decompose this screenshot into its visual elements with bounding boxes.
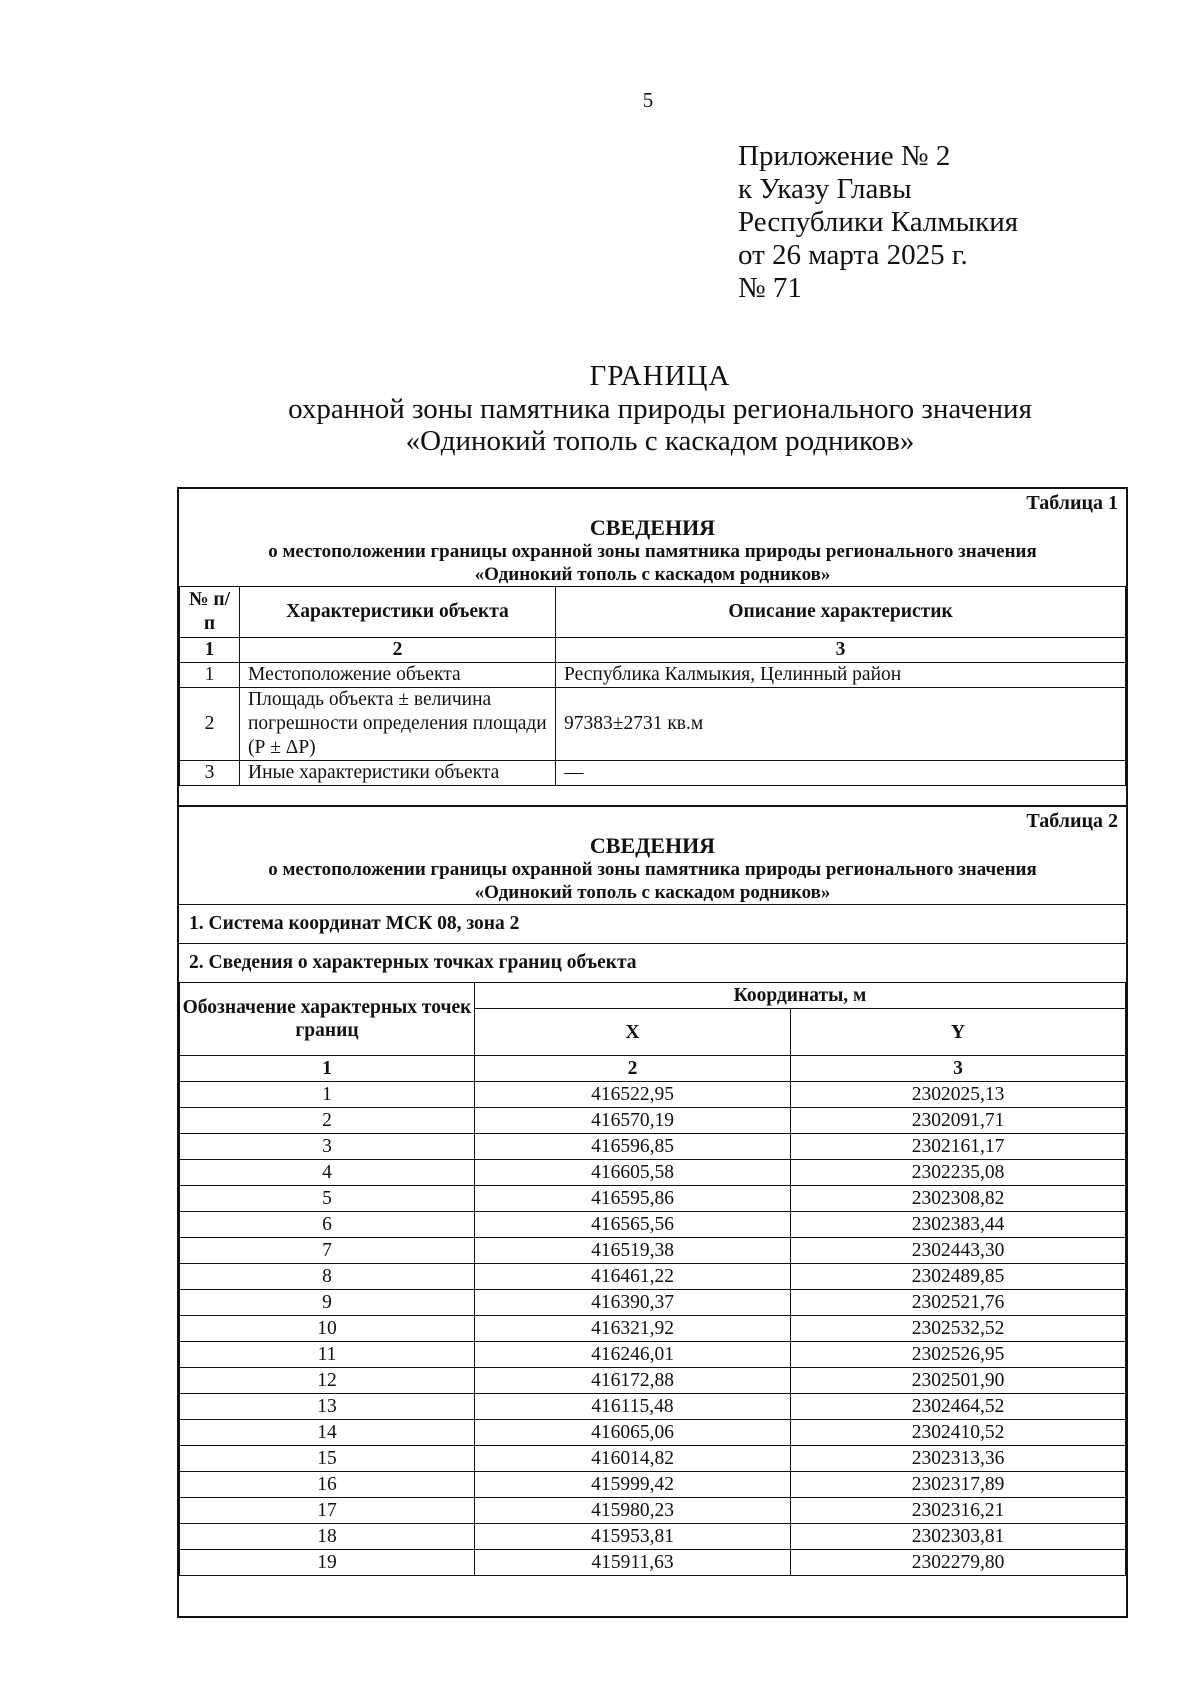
table-row <box>180 663 1126 688</box>
table2-frame <box>177 805 1128 1618</box>
table2-col-header: X <box>475 1009 791 1056</box>
table2-cell-y: 2302532,52 <box>791 1316 1126 1342</box>
appendix-line: Республики Калмыкия <box>738 206 1019 238</box>
table2-heading <box>179 834 1126 904</box>
table2-cell-point: 16 <box>180 1472 475 1498</box>
table2-cell-x: 416596,85 <box>475 1134 791 1160</box>
table-row <box>180 1238 1126 1264</box>
table2-cell-y: 2302464,52 <box>791 1394 1126 1420</box>
table1-cell-num: 3 <box>180 761 240 786</box>
table2-cell-point: 17 <box>180 1498 475 1524</box>
table2-cell-x: 416595,86 <box>475 1186 791 1212</box>
table1-col-header: Описание характеристик <box>556 587 1126 638</box>
table1 <box>179 586 1126 786</box>
table2-col-number: 1 <box>180 1056 475 1082</box>
table-row <box>180 1446 1126 1472</box>
table2-cell-x: 416461,22 <box>475 1264 791 1290</box>
table2 <box>179 982 1126 1576</box>
table2-cell-point: 3 <box>180 1134 475 1160</box>
table-row <box>180 1472 1126 1498</box>
table2-cell-x: 416605,58 <box>475 1160 791 1186</box>
table2-cell-y: 2302410,52 <box>791 1420 1126 1446</box>
table2-section-points: 2. Сведения о характерных точках границ объекта <box>179 943 1126 982</box>
title-line: «Одинокий тополь с каскадом родников» <box>405 425 915 457</box>
table1-subheading: «Одинокий тополь с каскадом родников» <box>474 564 831 585</box>
table1-col-number: 2 <box>240 638 556 663</box>
table2-cell-point: 13 <box>180 1394 475 1420</box>
table2-cell-y: 2302091,71 <box>791 1108 1126 1134</box>
appendix-line: от 26 марта 2025 г. <box>738 239 968 271</box>
table-row <box>180 1186 1126 1212</box>
table2-cell-x: 416246,01 <box>475 1342 791 1368</box>
table-row <box>180 1342 1126 1368</box>
table2-cell-y: 2302316,21 <box>791 1498 1126 1524</box>
table2-cell-x: 416172,88 <box>475 1368 791 1394</box>
table2-cell-point: 11 <box>180 1342 475 1368</box>
table-row <box>180 1420 1126 1446</box>
appendix-line: № 71 <box>738 272 802 304</box>
table2-cell-point: 18 <box>180 1524 475 1550</box>
table-row <box>180 761 1126 786</box>
table2-cell-x: 416321,92 <box>475 1316 791 1342</box>
table2-subheading: «Одинокий тополь с каскадом родников» <box>474 882 831 903</box>
table2-cell-x: 415999,42 <box>475 1472 791 1498</box>
table2-cell-point: 5 <box>180 1186 475 1212</box>
table2-subheading: о местоположении границы охранной зоны памятника природы регионального значения <box>268 859 1037 880</box>
table2-cell-y: 2302526,95 <box>791 1342 1126 1368</box>
table1-col-header: № п/п <box>180 587 240 638</box>
table2-cell-y: 2302313,36 <box>791 1446 1126 1472</box>
title-main: ГРАНИЦА <box>589 360 731 392</box>
table2-cell-point: 12 <box>180 1368 475 1394</box>
table2-cell-y: 2302489,85 <box>791 1264 1126 1290</box>
table2-cell-x: 416519,38 <box>475 1238 791 1264</box>
table2-section-coordinates: 1. Система координат МСК 08, зона 2 <box>179 904 1126 943</box>
table2-cell-y: 2302303,81 <box>791 1524 1126 1550</box>
table2-col-number: 3 <box>791 1056 1126 1082</box>
table1-heading <box>179 516 1126 586</box>
table-row <box>180 688 1126 761</box>
appendix-line: к Указу Главы <box>738 173 912 205</box>
table2-cell-x: 416570,19 <box>475 1108 791 1134</box>
table2-cell-point: 14 <box>180 1420 475 1446</box>
table1-cell-name: Площадь объекта ± величина погрешности определения площади (Р ± ΔР) <box>240 688 556 761</box>
table1-subheading: о местоположении границы охранной зоны памятника природы регионального значения <box>268 541 1037 562</box>
table1-col-header: Характеристики объекта <box>240 587 556 638</box>
table2-col-number: 2 <box>475 1056 791 1082</box>
table1-cell-num: 2 <box>180 688 240 761</box>
table2-cell-y: 2302235,08 <box>791 1160 1126 1186</box>
table2-cell-x: 416014,82 <box>475 1446 791 1472</box>
table1-cell-name: Иные характеристики объекта <box>240 761 556 786</box>
table2-cell-x: 416065,06 <box>475 1420 791 1446</box>
table1-cell-desc: Республика Калмыкия, Целинный район <box>556 663 1126 688</box>
table-row <box>180 1550 1126 1576</box>
table2-cell-point: 6 <box>180 1212 475 1238</box>
table2-cell-x: 416115,48 <box>475 1394 791 1420</box>
table1-col-number: 1 <box>180 638 240 663</box>
table-row <box>180 1108 1126 1134</box>
table2-cell-x: 416390,37 <box>475 1290 791 1316</box>
table2-col-header: Y <box>791 1009 1126 1056</box>
table-row <box>180 1368 1126 1394</box>
table2-cell-point: 8 <box>180 1264 475 1290</box>
appendix-block <box>738 140 1018 305</box>
table2-cell-point: 10 <box>180 1316 475 1342</box>
table2-cell-y: 2302308,82 <box>791 1186 1126 1212</box>
table2-cell-y: 2302443,30 <box>791 1238 1126 1264</box>
table2-cell-y: 2302317,89 <box>791 1472 1126 1498</box>
table2-cell-x: 415953,81 <box>475 1524 791 1550</box>
table2-cell-x: 416565,56 <box>475 1212 791 1238</box>
table2-cell-x: 415911,63 <box>475 1550 791 1576</box>
table-row <box>180 1316 1126 1342</box>
table-row <box>180 1290 1126 1316</box>
table2-cell-point: 2 <box>180 1108 475 1134</box>
table2-cell-point: 15 <box>180 1446 475 1472</box>
table2-cell-point: 4 <box>180 1160 475 1186</box>
table-row <box>180 1082 1126 1108</box>
table2-cell-y: 2302383,44 <box>791 1212 1126 1238</box>
table2-cell-x: 416522,95 <box>475 1082 791 1108</box>
table1-cell-name: Местоположение объекта <box>240 663 556 688</box>
table-row <box>180 1524 1126 1550</box>
table2-cell-point: 19 <box>180 1550 475 1576</box>
table2-cell-y: 2302521,76 <box>791 1290 1126 1316</box>
table1-caption: Таблица 1 <box>1026 492 1118 514</box>
table1-cell-num: 1 <box>180 663 240 688</box>
appendix-line: Приложение № 2 <box>738 140 951 172</box>
table2-col-header: Обозначение характерных точек границ <box>180 983 475 1056</box>
table1-heading-title: СВЕДЕНИЯ <box>589 515 716 540</box>
table2-cell-y: 2302279,80 <box>791 1550 1126 1576</box>
table2-cell-y: 2302025,13 <box>791 1082 1126 1108</box>
title-line: охранной зоны памятника природы регионального значения <box>288 393 1032 425</box>
table2-cell-point: 7 <box>180 1238 475 1264</box>
table2-caption: Таблица 2 <box>1026 810 1118 832</box>
table2-heading-title: СВЕДЕНИЯ <box>589 833 716 858</box>
table2-col-header: Координаты, м <box>475 983 1126 1009</box>
table-row <box>180 1134 1126 1160</box>
table-row <box>180 1264 1126 1290</box>
table1-cell-desc: — <box>556 761 1126 786</box>
table2-cell-y: 2302161,17 <box>791 1134 1126 1160</box>
page-number: 5 <box>642 88 654 112</box>
table-row <box>180 1212 1126 1238</box>
document-title <box>180 360 1140 457</box>
table1-col-number: 3 <box>556 638 1126 663</box>
table2-cell-x: 415980,23 <box>475 1498 791 1524</box>
table2-cell-point: 9 <box>180 1290 475 1316</box>
table1-cell-desc: 97383±2731 кв.м <box>556 688 1126 761</box>
table2-cell-point: 1 <box>180 1082 475 1108</box>
table2-cell-y: 2302501,90 <box>791 1368 1126 1394</box>
table-row <box>180 1498 1126 1524</box>
table-row <box>180 1394 1126 1420</box>
table1-frame <box>177 487 1128 807</box>
table-row <box>180 1160 1126 1186</box>
